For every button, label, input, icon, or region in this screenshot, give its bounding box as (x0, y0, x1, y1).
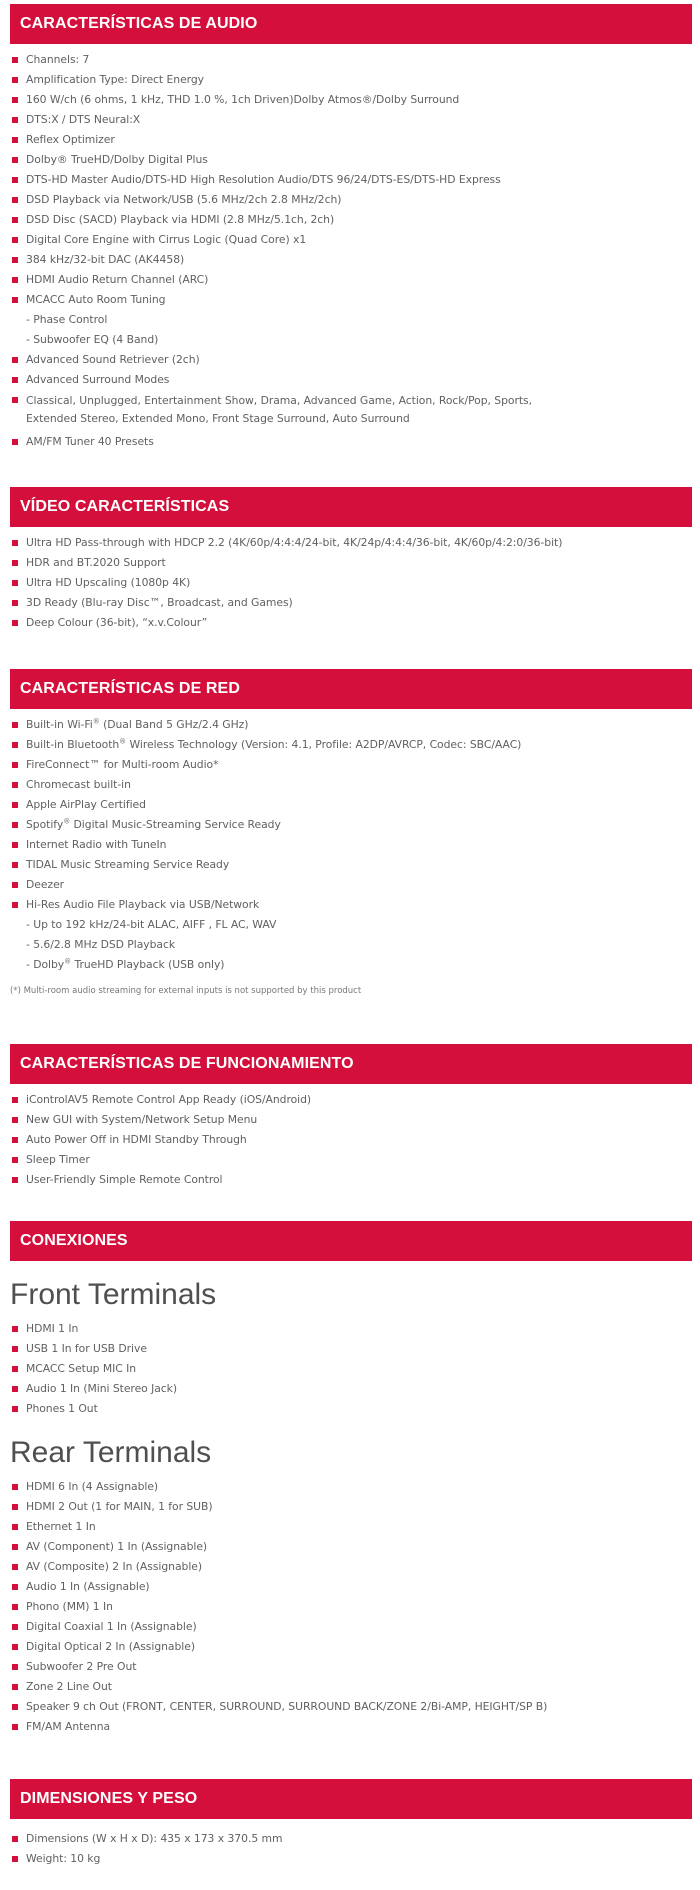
network-section (10, 669, 692, 999)
list-item: FM/AM Antenna (10, 1717, 692, 1737)
wifi-label: Built-in Wi-Fi (26, 718, 93, 731)
list-item: DSD Playback via Network/USB (5.6 MHz/2ch 2.8 MHz/2ch) (10, 190, 692, 210)
wifi-detail: (Dual Band 5 GHz/2.4 GHz) (103, 718, 249, 731)
rear-terminals-heading: Rear Terminals (10, 1436, 212, 1469)
dimensions-list (10, 1829, 692, 1869)
list-item: Reflex Optimizer (10, 130, 692, 150)
list-item (10, 715, 692, 735)
list-item: Chromecast built-in (10, 775, 692, 795)
list-item: Ethernet 1 In (10, 1517, 692, 1537)
front-terminals-heading: Front Terminals (10, 1278, 217, 1311)
spotify-label: Spotify (26, 818, 64, 831)
list-item: Digital Core Engine with Cirrus Logic (Quad Core) x1 (10, 230, 692, 250)
list-item: New GUI with System/Network Setup Menu (10, 1110, 692, 1130)
list-item-multiline (10, 390, 692, 430)
audio-section (10, 4, 692, 452)
list-item: HDMI Audio Return Channel (ARC) (10, 270, 692, 290)
video-section-header: VÍDEO CARACTERÍSTICAS (10, 487, 692, 527)
list-item: Ultra HD Pass-through with HDCP 2.2 (4K/60p/4:4:4/24-bit, 4K/24p/4:4:4/36-bit, 4K/60p/4:2:0/36-bit) (10, 533, 692, 553)
video-section (10, 487, 692, 633)
list-item: Weight: 10 kg (10, 1849, 692, 1869)
list-item: Advanced Sound Retriever (2ch) (10, 350, 692, 370)
list-item: DTS-HD Master Audio/DTS-HD High Resolution Audio/DTS 96/24/DTS-ES/DTS-HD Express (10, 170, 692, 190)
list-item: HDR and BT.2020 Support (10, 553, 692, 573)
list-item: Zone 2 Line Out (10, 1677, 692, 1697)
list-item: TIDAL Music Streaming Service Ready (10, 855, 692, 875)
network-feature-list (10, 715, 692, 975)
audio-feature-list (10, 50, 692, 452)
list-item: Hi-Res Audio File Playback via USB/Network (10, 895, 692, 915)
list-item: Phono (MM) 1 In (10, 1597, 692, 1617)
list-item: iControlAV5 Remote Control App Ready (iOS/Android) (10, 1090, 692, 1110)
list-item: Subwoofer 2 Pre Out (10, 1657, 692, 1677)
list-item: HDMI 1 In (10, 1319, 692, 1339)
registered-mark: ® (119, 737, 127, 746)
list-item: Phones 1 Out (10, 1399, 692, 1419)
list-subitem: - Up to 192 kHz/24-bit ALAC, AIFF , FL AC, WAV (26, 918, 277, 931)
registered-mark: ® (92, 717, 100, 726)
operation-section-header: CARACTERÍSTICAS DE FUNCIONAMIENTO (10, 1044, 692, 1084)
list-item: Deep Colour (36-bit), “x.v.Colour” (10, 613, 692, 633)
list-subitem: - 5.6/2.8 MHz DSD Playback (26, 938, 176, 951)
list-item (10, 735, 692, 755)
list-item: DTS:X / DTS Neural:X (10, 110, 692, 130)
list-item: Digital Optical 2 In (Assignable) (10, 1637, 692, 1657)
operation-section (10, 1044, 692, 1190)
list-item: Sleep Timer (10, 1150, 692, 1170)
registered-mark: ® (63, 817, 71, 826)
surround-modes-line-2: Extended Stereo, Extended Mono, Front Stage Surround, Auto Surround (26, 412, 410, 425)
list-item: Auto Power Off in HDMI Standby Through (10, 1130, 692, 1150)
list-item: Apple AirPlay Certified (10, 795, 692, 815)
connections-section-header: CONEXIONES (10, 1221, 692, 1261)
registered-mark: ® (64, 957, 72, 966)
list-item: Internet Radio with TuneIn (10, 835, 692, 855)
list-item: AV (Component) 1 In (Assignable) (10, 1537, 692, 1557)
multiroom-footnote: (*) Multi-room audio streaming for external inputs is not supported by this product (10, 986, 362, 996)
surround-modes-line-1: Classical, Unplugged, Entertainment Show, Drama, Advanced Game, Action, Rock/Pop, Sports, (26, 394, 532, 407)
list-item: Channels: 7 (10, 50, 692, 70)
operation-feature-list (10, 1090, 692, 1190)
list-item: AM/FM Tuner 40 Presets (10, 432, 692, 452)
list-item: Digital Coaxial 1 In (Assignable) (10, 1617, 692, 1637)
front-terminals-list (10, 1319, 692, 1419)
list-item: HDMI 6 In (4 Assignable) (10, 1477, 692, 1497)
rear-terminals-list (10, 1477, 692, 1737)
list-item: Advanced Surround Modes (10, 370, 692, 390)
list-subitem (10, 955, 692, 975)
list-item: Amplification Type: Direct Energy (10, 70, 692, 90)
list-item: 3D Ready (Blu-ray Disc™, Broadcast, and Games) (10, 593, 692, 613)
list-item: MCACC Setup MIC In (10, 1359, 692, 1379)
list-subitem: - Subwoofer EQ (4 Band) (26, 333, 159, 346)
dimensions-section (10, 1779, 692, 1869)
list-subitem: - Phase Control (26, 313, 108, 326)
dolby-label: - Dolby (26, 958, 65, 971)
list-item: Ultra HD Upscaling (1080p 4K) (10, 573, 692, 593)
bluetooth-detail: Wireless Technology (Version: 4.1, Profile: A2DP/AVRCP, Codec: SBC/AAC) (129, 738, 522, 751)
list-item: AV (Composite) 2 In (Assignable) (10, 1557, 692, 1577)
dimensions-section-header: DIMENSIONES Y PESO (10, 1779, 692, 1819)
dolby-detail: TrueHD Playback (USB only) (74, 958, 225, 971)
list-item: Deezer (10, 875, 692, 895)
list-item: Audio 1 In (Assignable) (10, 1577, 692, 1597)
list-item: Dimensions (W x H x D): 435 x 173 x 370.5 mm (10, 1829, 692, 1849)
list-item: Audio 1 In (Mini Stereo Jack) (10, 1379, 692, 1399)
list-item: FireConnect™ for Multi-room Audio* (10, 755, 692, 775)
list-item: 160 W/ch (6 ohms, 1 kHz, THD 1.0 %, 1ch Driven)Dolby Atmos®/Dolby Surround (10, 90, 692, 110)
spotify-detail: Digital Music-Streaming Service Ready (73, 818, 281, 831)
list-item: User-Friendly Simple Remote Control (10, 1170, 692, 1190)
list-item: 384 kHz/32-bit DAC (AK4458) (10, 250, 692, 270)
list-item: Dolby® TrueHD/Dolby Digital Plus (10, 150, 692, 170)
bluetooth-label: Built-in Bluetooth (26, 738, 120, 751)
audio-section-header: CARACTERÍSTICAS DE AUDIO (10, 4, 692, 44)
list-item: HDMI 2 Out (1 for MAIN, 1 for SUB) (10, 1497, 692, 1517)
list-item: Speaker 9 ch Out (FRONT, CENTER, SURROUND, SURROUND BACK/ZONE 2/Bi-AMP, HEIGHT/SP B) (10, 1697, 692, 1717)
list-item: MCACC Auto Room Tuning (10, 290, 692, 310)
list-item (10, 815, 692, 835)
list-item: USB 1 In for USB Drive (10, 1339, 692, 1359)
network-section-header: CARACTERÍSTICAS DE RED (10, 669, 692, 709)
video-feature-list (10, 533, 692, 633)
list-item: DSD Disc (SACD) Playback via HDMI (2.8 MHz/5.1ch, 2ch) (10, 210, 692, 230)
connections-section (10, 1221, 692, 1737)
